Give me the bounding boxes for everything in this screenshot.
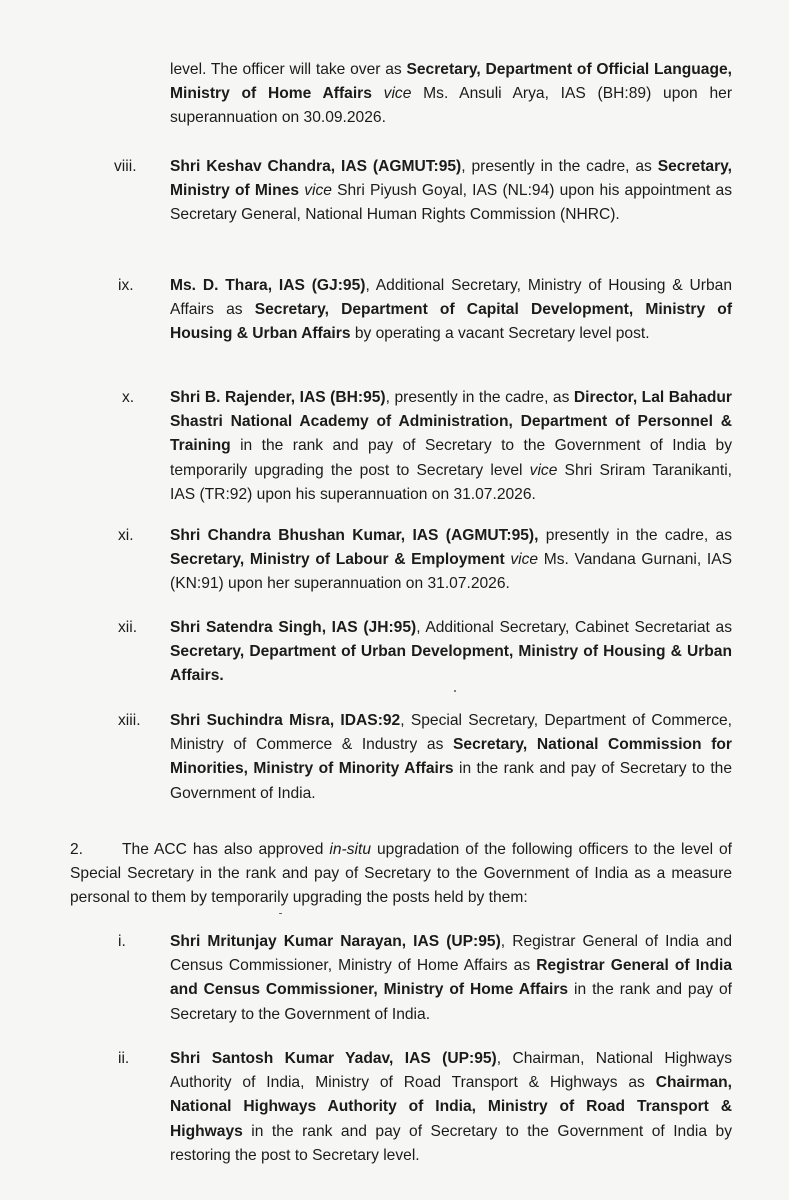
list-item-numeral: i.: [118, 933, 126, 950]
speck-mark: [279, 913, 282, 914]
italic-text-run: vice: [383, 85, 412, 103]
text-run: The ACC has also approved: [122, 841, 330, 858]
bold-text-run: Secretary, Ministry of Mines: [170, 158, 732, 200]
italic-text-run: vice: [510, 551, 539, 569]
list-item: [170, 709, 732, 806]
text-run: , presently in the cadre, as: [461, 158, 658, 175]
text-run: Shri Piyush Goyal, IAS (NL:94) upon his appointment as Secretary General, National Human Rights Commission (NHRC).: [170, 182, 732, 224]
list-item-text: [170, 158, 732, 223]
section-text: [70, 841, 732, 906]
text-run: , Additional Secretary, Ministry of Housing & Urban Affairs as: [170, 277, 733, 319]
list-item-text: [170, 1050, 732, 1164]
section-number: 2.: [70, 841, 84, 858]
list-item: [170, 386, 732, 507]
italic-text-run: in-situ: [329, 841, 372, 858]
bold-text-run: Shri B. Rajender, IAS (BH:95): [170, 389, 386, 406]
list-item-numeral: viii.: [114, 158, 137, 175]
text-run: [372, 85, 384, 102]
list-item: [170, 155, 732, 228]
list-item-text: [170, 527, 732, 592]
list-item-text: [170, 933, 732, 1023]
list-item: [170, 524, 732, 597]
text-run: in the rank and pay of Secretary to the Government of India.: [170, 981, 733, 1023]
bold-text-run: Secretary, Ministry of Labour & Employment: [170, 551, 505, 569]
bold-text-run: Shri Satendra Singh, IAS (JH:95): [170, 619, 417, 636]
text-run: level. The officer will take over as: [170, 61, 407, 78]
bold-text-run: Secretary, Department of Capital Development, Ministry of Housing & Urban Affairs: [170, 301, 733, 343]
text-run: Ms. Vandana Gurnani, IAS (KN:91) upon her superannuation on 31.07.2026.: [170, 551, 732, 593]
text-run: presently in the cadre, as: [538, 527, 732, 544]
bold-text-run: Director, Lal Bahadur Shastri National Academy of Administration, Department of Personnel & Training: [170, 389, 732, 455]
list-item-text: [170, 61, 732, 126]
bold-text-run: Shri Suchindra Misra, IDAS:92: [170, 712, 401, 729]
text-run: , Chairman, National Highways Authority of India, Ministry of Road Transport & Highways as: [170, 1050, 732, 1092]
bold-text-run: Shri Chandra Bhushan Kumar, IAS (AGMUT:95),: [170, 527, 539, 544]
text-run: , Registrar General of India and Census Commissioner, Ministry of Home Affairs as: [170, 933, 732, 975]
text-run: in the rank and pay of Secretary to the Government of India.: [170, 760, 732, 802]
text-run: in the rank and pay of Secretary to the Government of India by temporarily upgrading the post to Secretary level: [170, 437, 732, 479]
list-item-numeral: ii.: [118, 1050, 130, 1067]
list-item: [170, 616, 732, 689]
list-item-text: [170, 389, 732, 503]
list-item-numeral: xii.: [118, 619, 138, 636]
list-item-text: [170, 712, 732, 802]
text-run: Shri Sriram Taranikanti, IAS (TR:92) upon his superannuation on 31.07.2026.: [170, 461, 732, 503]
speck-mark: [454, 690, 456, 692]
list-item-text: [170, 277, 732, 342]
text-run: Ms. Ansuli Arya, IAS (BH:89) upon her superannuation on 30.09.2026.: [170, 85, 733, 127]
list-item: [170, 1047, 732, 1168]
bold-text-run: Secretary, Department of Urban Development, Ministry of Housing & Urban Affairs.: [170, 643, 732, 685]
bold-text-run: Secretary, Department of Official Language, Ministry of Home Affairs: [170, 61, 732, 103]
bold-text-run: Secretary, National Commission for Minorities, Ministry of Minority Affairs: [170, 736, 732, 778]
list-item: [170, 274, 732, 347]
text-run: , Special Secretary, Department of Commerce, Ministry of Commerce & Industry as: [170, 712, 732, 754]
italic-text-run: vice: [304, 182, 332, 200]
list-item-numeral: x.: [122, 389, 135, 406]
text-run: upgradation of the following officers to the level of Special Secretary in the rank and pay of Secretary to the Government of India as a measure personal to them by temporarily upgrading the posts held by them:: [70, 841, 732, 907]
list-item-numeral: ix.: [118, 277, 134, 294]
text-run: , Additional Secretary, Cabinet Secretariat as: [416, 619, 732, 636]
bold-text-run: Shri Keshav Chandra, IAS (AGMUT:95): [170, 158, 462, 175]
bold-text-run: Shri Santosh Kumar Yadav, IAS (UP:95): [170, 1050, 497, 1067]
bold-text-run: Chairman, National Highways Authority of India, Ministry of Road Transport & Highways: [170, 1074, 732, 1140]
list-item-text: [170, 619, 732, 684]
section-paragraph: [70, 838, 732, 911]
list-item-numeral: xiii.: [118, 712, 141, 729]
italic-text-run: vice: [529, 461, 558, 479]
bold-text-run: Registrar General of India and Census Commissioner, Ministry of Home Affairs: [170, 957, 732, 999]
list-item-numeral: xi.: [118, 527, 134, 544]
text-run: , presently in the cadre, as: [385, 389, 574, 406]
text-run: by operating a vacant Secretary level post.: [350, 325, 650, 343]
list-item-continuation: [170, 58, 732, 131]
text-run: in the rank and pay of Secretary to the Government of India by restoring the post to Secretary level.: [170, 1122, 732, 1164]
list-item: [170, 930, 732, 1027]
bold-text-run: Shri Mritunjay Kumar Narayan, IAS (UP:95): [170, 933, 501, 950]
bold-text-run: Ms. D. Thara, IAS (GJ:95): [170, 277, 366, 294]
